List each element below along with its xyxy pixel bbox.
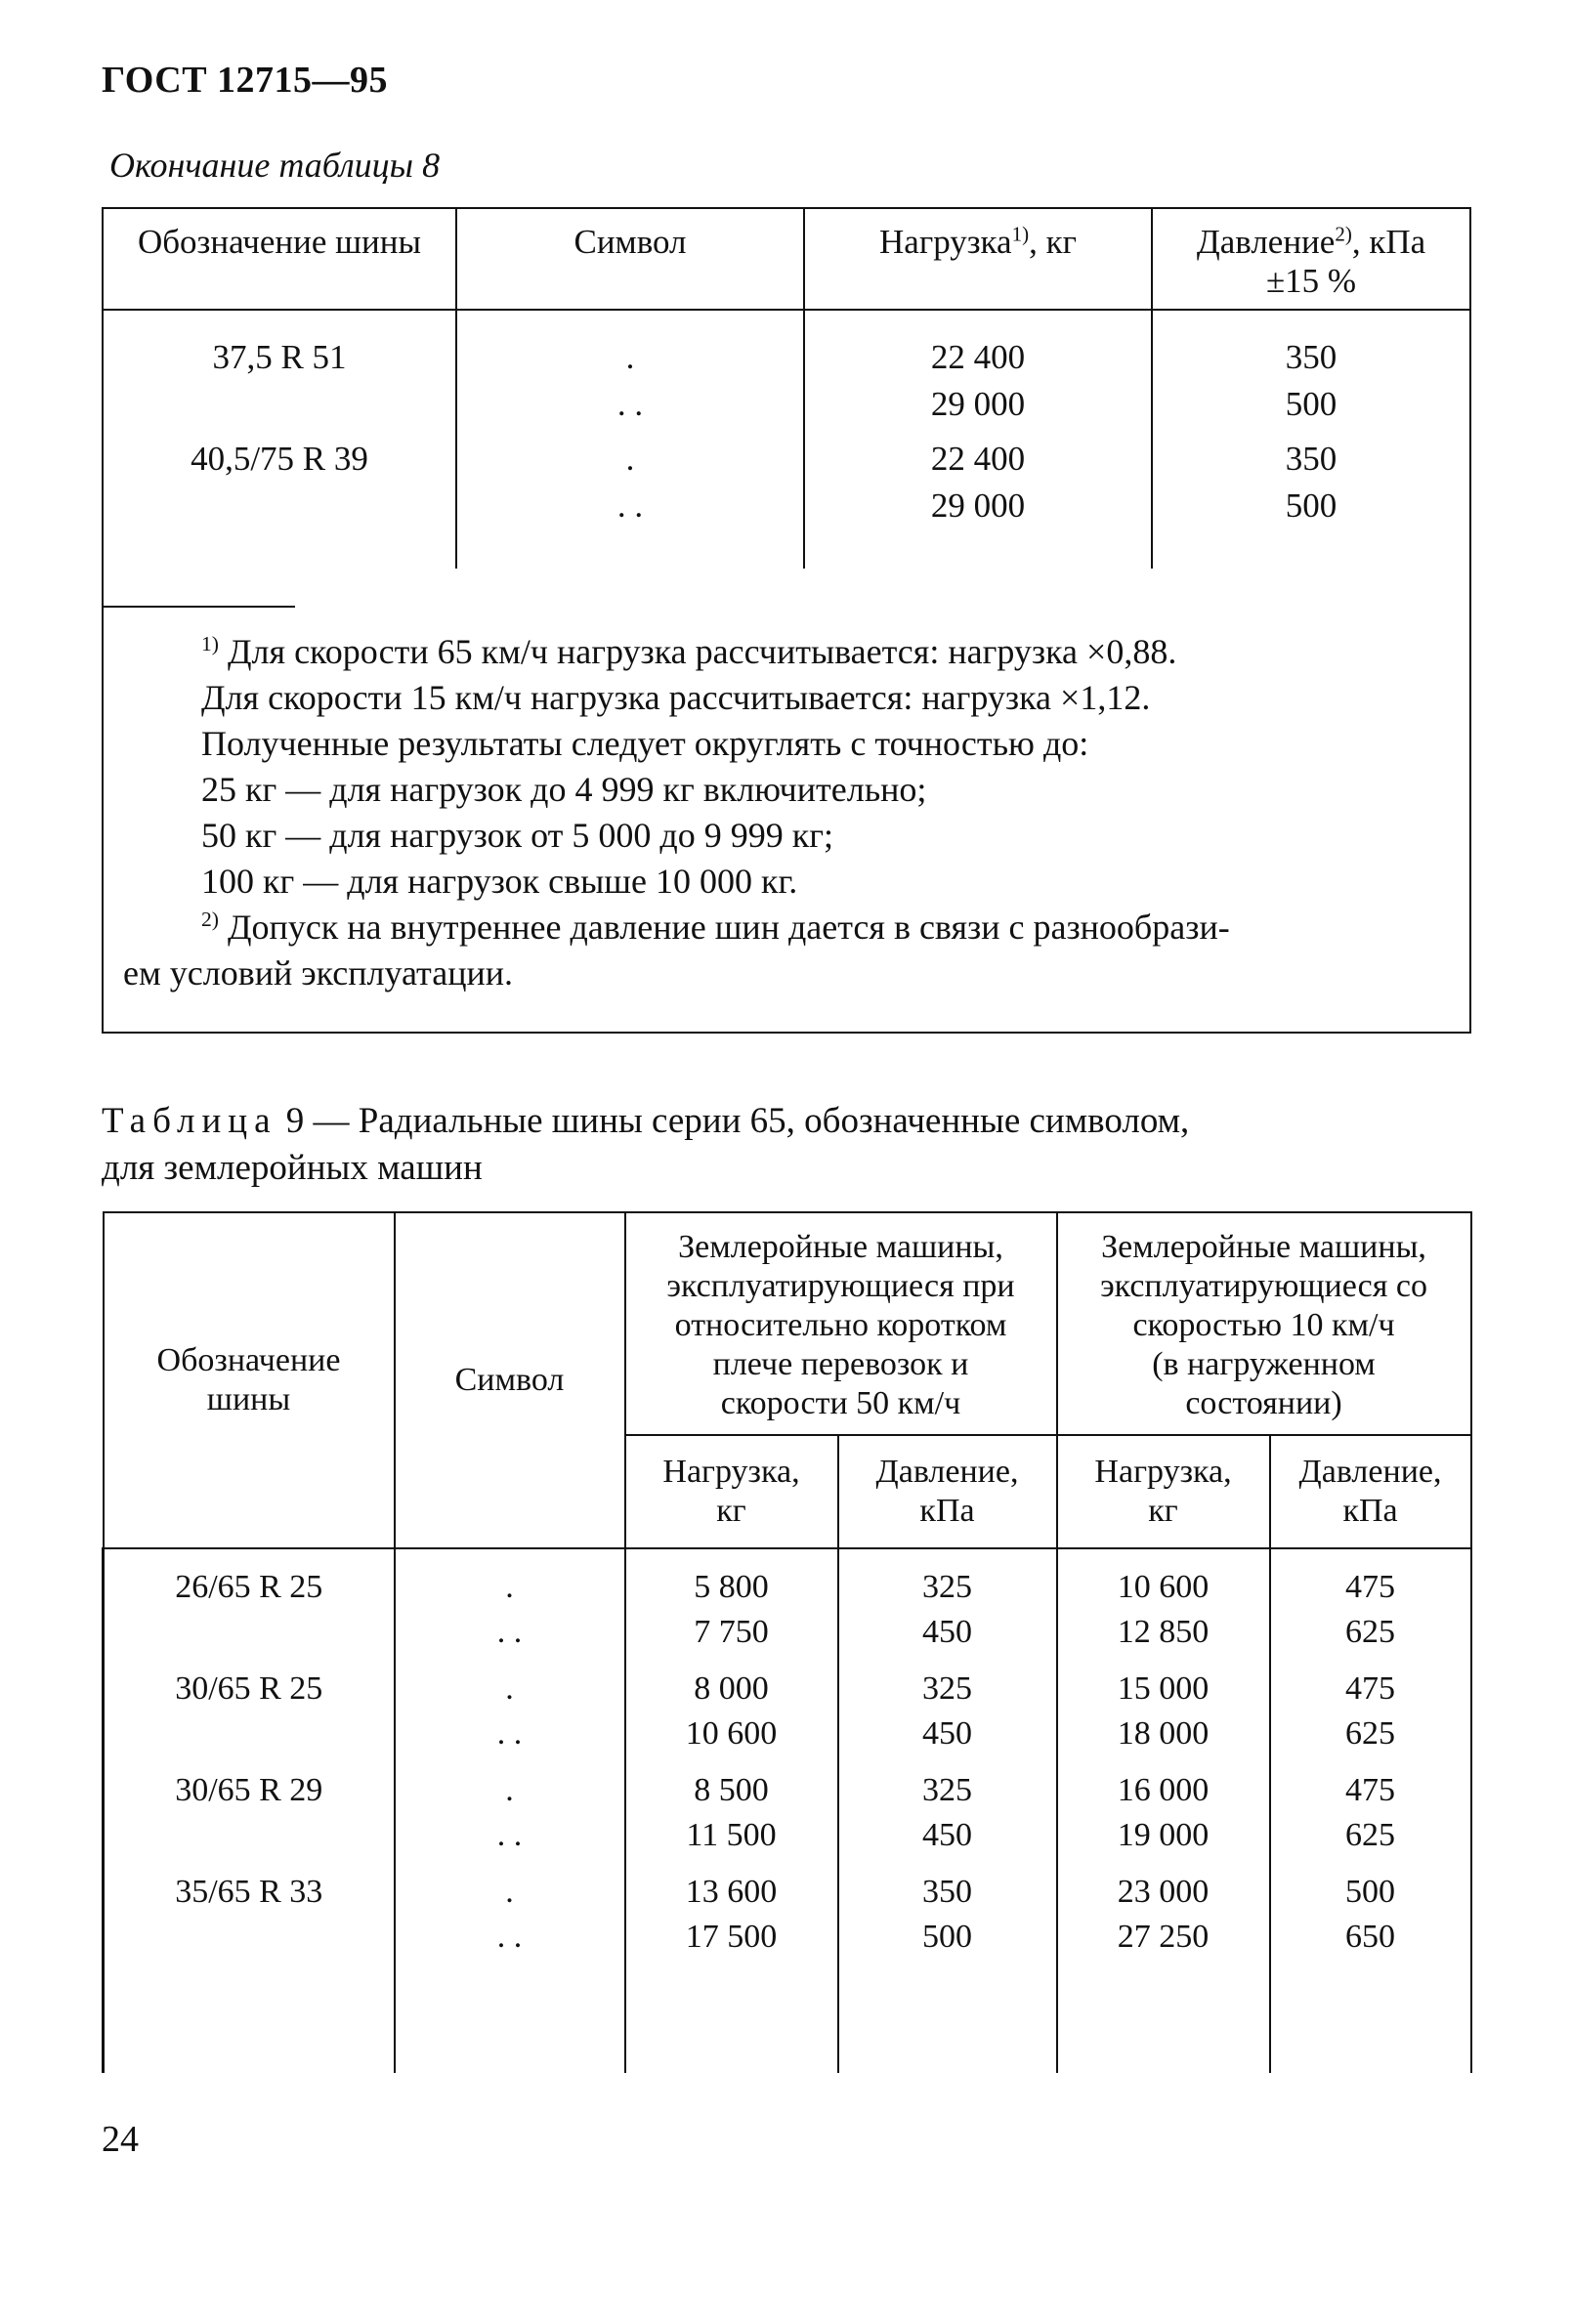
table-body-row [104,1548,1471,2073]
designation-column [103,310,456,569]
document-title: ГОСТ 12715—95 [102,60,389,101]
col-header-pressure: Давление$^{2)}$, кПа ±15 % [1152,208,1470,310]
col-header-group-10kmh: Землеройные машины, эксплуатирующиеся со скоростью 10 км/ч (в нагруженном состоянии) [1057,1212,1471,1435]
table-header-row [103,208,1470,310]
col-header-load: Нагрузка$^{1)}$, кг [804,208,1152,310]
footnote-line: ем условий эксплуатации. [123,953,514,993]
col-header-pressure-50: Давление, кПа [838,1435,1057,1548]
col-header-pressure-10: Давление, кПа [1270,1435,1471,1548]
footnote-line: Для скорости 15 км/ч нагрузка рассчитывается: нагрузка ×1,12. [201,678,1151,717]
table-cell: 350 [1285,440,1337,478]
table-footnotes [103,569,1470,1033]
table-continuation-caption: Окончание таблицы 8 [109,146,441,185]
table-cell: 37,5 R 51 [212,338,347,376]
footnote-line: 50 кг — для нагрузок от 5 000 до 9 999 кг; [201,816,833,855]
table-cell: 500 [1285,385,1337,423]
col-header-designation: Обозначение шины [104,1212,395,1548]
col-header-group-50kmh: Землеройные машины, эксплуатирующиеся при относительно коротком плече перевозок и скорости 50 км/ч [625,1212,1057,1435]
load-50-column: 5 800 7 750 8 000 10 600 8 500 11 500 13 600 17 500 [625,1548,838,2073]
table-cell: 350 [1285,338,1337,376]
col-header-symbol: Символ [395,1212,625,1548]
footnote-divider [104,606,295,608]
table-cell: 500 [1285,486,1337,525]
footnote-line: 100 кг — для нагрузок свыше 10 000 кг. [201,862,798,901]
col-header-designation: Обозначение шины [103,208,456,310]
table-notes-row [103,569,1470,1033]
table-cell: 22 400 [930,440,1026,478]
table-body-row [103,310,1470,569]
designation-column: 26/65 R 25 30/65 R 25 30/65 R 29 35/65 R 33 [104,1548,395,2073]
load-10-column: 10 600 12 850 15 000 18 000 16 000 19 000 23 000 27 250 [1057,1548,1270,2073]
footnote-line: Полученные результаты следует округлять с точностью до: [201,724,1089,763]
table-cell: 40,5/75 R 39 [191,440,368,478]
pressure-10-column: 475 625 475 625 475 625 500 650 [1270,1548,1471,2073]
col-header-symbol: Символ [456,208,804,310]
table-header-row [104,1212,1471,1435]
table-cell: 29 000 [930,385,1026,423]
page-number: 24 [102,2119,139,2160]
table-cell: 22 400 [930,338,1026,376]
table-8 [102,207,1471,1034]
table-cell: . . [616,486,644,525]
footnote-2: $^{2)}$ Допуск на внутреннее давление шин дается в связи с разнообрази- [201,908,1230,947]
table-cell: . [625,338,635,376]
table-cell: . [625,440,635,478]
table-9 [102,1211,1472,2073]
footnote-line: 25 кг — для нагрузок до 4 999 кг включительно; [201,770,927,809]
load-column [804,310,1152,569]
col-header-load-50: Нагрузка, кг [625,1435,838,1548]
symbol-column [456,310,804,569]
pressure-50-column: 325 450 325 450 325 450 350 500 [838,1548,1057,2073]
table-cell: . . [616,385,644,423]
symbol-column: . . . . . . . . . . . . [395,1548,625,2073]
table-9-caption: Таблица 9 — Радиальные шины серии 65, обозначенные символом, для землеройных машин [102,1101,1190,1188]
table-cell: 29 000 [930,486,1026,525]
pressure-column [1152,310,1470,569]
col-header-load-10: Нагрузка, кг [1057,1435,1270,1548]
footnote-1: $^{1)}$ Для скорости 65 км/ч нагрузка рассчитывается: нагрузка ×0,88. [201,632,1177,671]
